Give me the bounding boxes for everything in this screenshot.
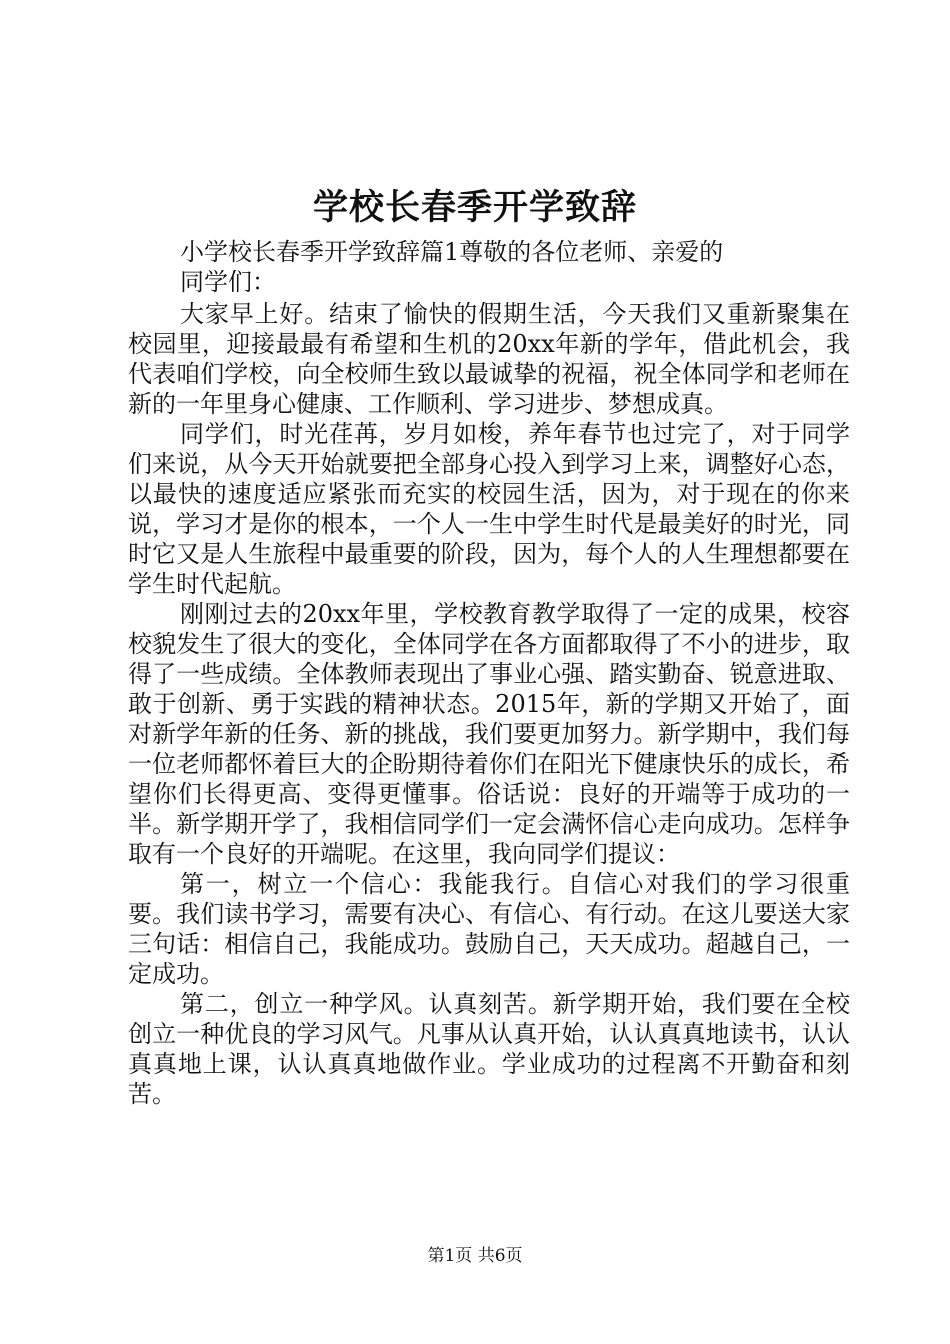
document-body	[128, 299, 850, 1109]
paragraph-time: 同学们，时光荏苒，岁月如梭，养年春节也过完了，对于同学们来说，从今天开始就要把全部身心投入到学习上来，调整好心态，以最快的速度适应紧张而充实的校园生活，因为，对于现在的你来说，学习才是你的根本，一个人一生中学生时代是最美好的时光，同时它又是人生旅程中最重要的阶段，因为，每个人的人生理想都要在学生时代起航。	[128, 420, 850, 598]
paragraph-greeting: 大家早上好。结束了愉快的假期生活，今天我们又重新聚集在校园里，迎接最最有希望和生机的20xx年新的学年，借此机会，我代表咱们学校，向全校师生致以最诚挚的祝福，祝全体同学和老师在新的一年里身心健康、工作顺利、学习进步、梦想成真。	[128, 300, 850, 418]
intro-line: 小学校长春季开学致辞篇1尊敬的各位老师、亲爱的	[180, 238, 724, 266]
page-number: 第1页 共6页	[427, 1246, 523, 1266]
intro-line: 同学们：	[180, 268, 276, 296]
paragraph-past-year: 刚刚过去的20xx年里，学校教育教学取得了一定的成果，校容校貌发生了很大的变化，全体同学在各方面都取得了不小的进步，取得了一些成绩。全体教师表现出了事业心强、踏实勤奋、锐意进取、敢于创新、勇于实践的精神状态。2015年，新的学期又开始了，面对新学年新的任务、新的挑战，我们要更加努力。新学期中，我们每一位老师都怀着巨大的企盼期待着你们在阳光下健康快乐的成长，希望你们长得更高、变得更懂事。俗话说：良好的开端等于成功的一半。新学期开学了，我相信同学们一定会满怀信心走向成功。怎样争取有一个良好的开端呢。在这里，我向同学们提议：	[128, 600, 850, 868]
paragraph-second-point: 第二，创立一种学风。认真刻苦。新学期开始，我们要在全校创立一种优良的学习风气。凡事从认真开始，认认真真地读书，认认真真地上课，认认真真地做作业。学业成功的过程离不开勤奋和刻苦。	[128, 990, 850, 1108]
intro-block	[180, 237, 820, 297]
paragraph-first-point: 第一，树立一个信心：我能我行。自信心对我们的学习很重要。我们读书学习，需要有决心、有信心、有行动。在这儿要送大家三句话：相信自己，我能成功。鼓励自己，天天成功。超越自己，一定成功。	[128, 870, 850, 988]
document-title: 学校长春季开学致辞	[312, 187, 637, 228]
